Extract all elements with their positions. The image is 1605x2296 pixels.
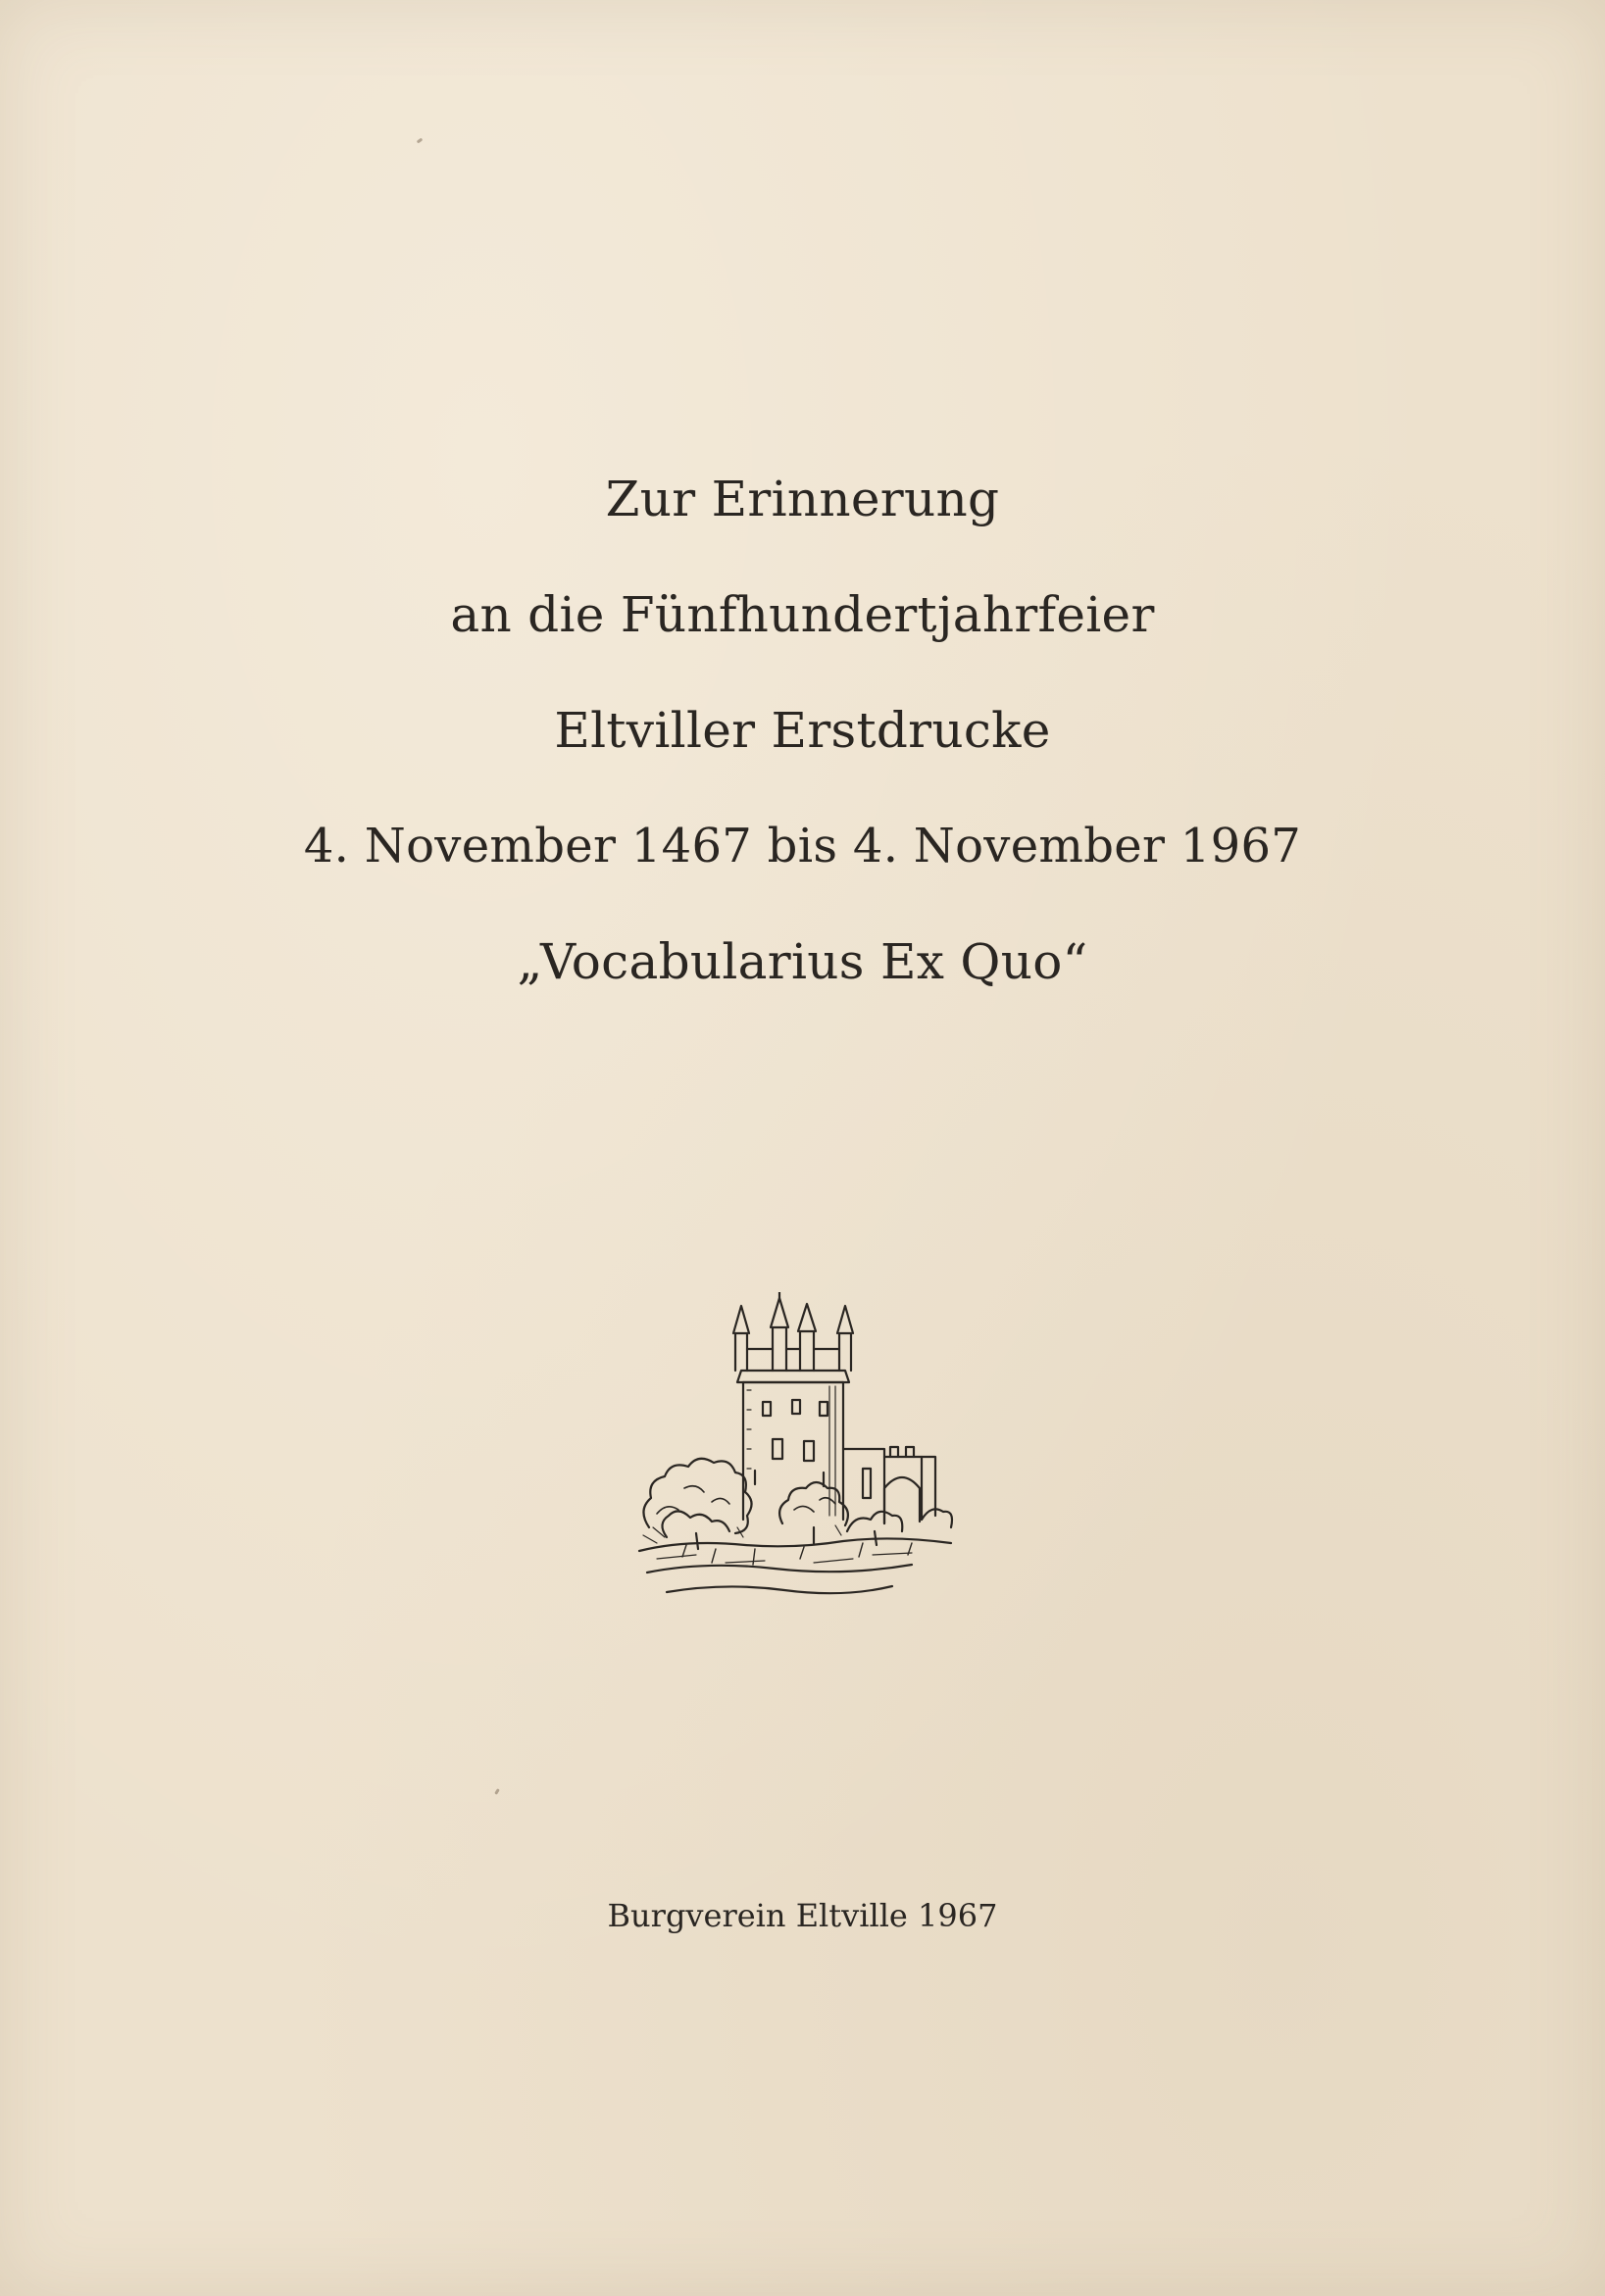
paper-speck bbox=[417, 138, 424, 144]
castle-tower-illustration bbox=[627, 1292, 961, 1625]
paper-speck bbox=[494, 1788, 500, 1795]
title-line-1: Zur Erinnerung bbox=[605, 471, 1000, 527]
publisher-line: Burgverein Eltville 1967 bbox=[607, 1897, 998, 1934]
title-line-5: „Vocabularius Ex Quo“ bbox=[517, 933, 1088, 990]
title-block bbox=[0, 461, 1605, 1039]
title-line-2: an die Fünfhundertjahrfeier bbox=[450, 586, 1155, 643]
title-line-4: 4. November 1467 bis 4. November 1967 bbox=[303, 819, 1302, 873]
title-line-3: Eltviller Erstdrucke bbox=[554, 702, 1051, 759]
